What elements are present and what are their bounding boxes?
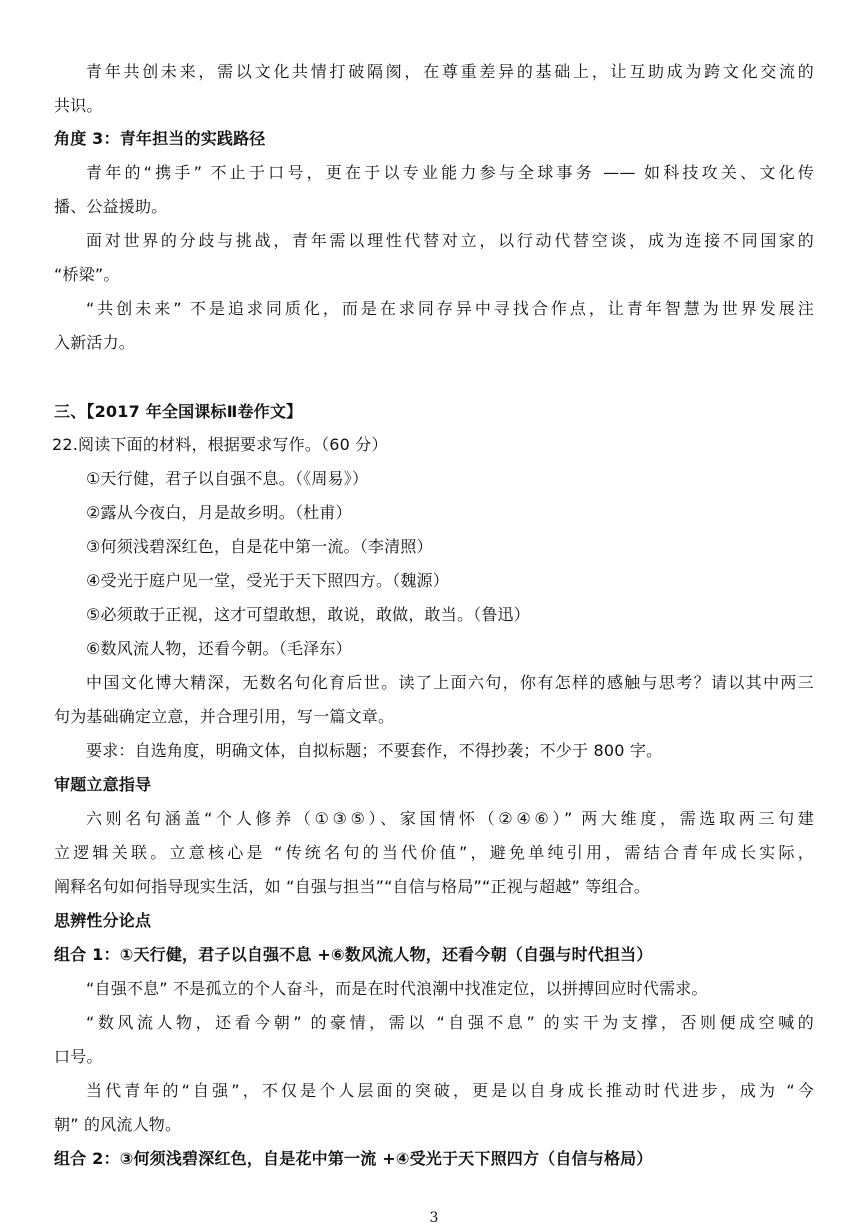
requirement-line: 要求：自选角度，明确文体，自拟标题；不要套作，不得抄袭；不少于 800 字。 [86, 741, 663, 760]
combination-heading: 组合 2：③何须浅碧深红色，自是花中第一流 +④受光于天下照四方（自信与格局） [54, 1149, 653, 1168]
paragraph-line: 面对世界的分歧与挑战，青年需以理性代替对立，以行动代替空谈，成为连接不同国家的 [86, 231, 814, 250]
paragraph-line: 青年的“携手” 不止于口号，更在于以专业能力参与全球事务 —— 如科技攻关、文化传 [86, 163, 814, 182]
quote-item: ②露从今夜白，月是故乡明。（杜甫） [86, 503, 352, 522]
paragraph-line: 共识。 [54, 96, 103, 115]
quote-item: ⑤必须敢于正视，这才可望敢想，敢说，敢做，敢当。（鲁迅） [86, 605, 530, 624]
quote-item: ⑥数风流人物，还看今朝。（毛泽东） [86, 639, 352, 658]
paragraph-line: 阐释名句如何指导现实生活，如 “自强与担当”“自信与格局”“正视与超越” 等组合。 [54, 877, 651, 896]
paragraph-line: “共创未来” 不是追求同质化，而是在求同存异中寻找合作点，让青年智慧为世界发展注 [86, 299, 814, 318]
combination-heading: 组合 1：①天行健，君子以自强不息 +⑥数风流人物，还看今朝（自强与时代担当） [54, 945, 653, 964]
paragraph-line: 口号。 [54, 1047, 103, 1066]
paragraph-line: 入新活力。 [54, 333, 136, 352]
paragraph-line: “桥梁”。 [54, 265, 120, 284]
section-heading: 思辨性分论点 [54, 911, 152, 930]
quote-item: ④受光于庭户见一堂，受光于天下照四方。（魏源） [86, 571, 449, 590]
page-number: 3 [429, 1210, 439, 1226]
paragraph-line: 朝” 的风流人物。 [54, 1115, 182, 1134]
paragraph-line: 中国文化博大精深，无数名句化育后世。读了上面六句，你有怎样的感触与思考？请以其中两三 [86, 673, 814, 692]
paragraph-line: 立逻辑关联。立意核心是 “传统名句的当代价值”，避免单纯引用，需结合青年成长实际， [54, 843, 814, 862]
section-heading: 审题立意指导 [54, 775, 152, 794]
paragraph-line: 播、公益援助。 [54, 197, 168, 216]
paragraph-line: “自强不息” 不是孤立的个人奋斗，而是在时代浪潮中找准定位，以拼搏回应时代需求。 [86, 979, 708, 998]
paragraph-line: 当代青年的“自强”，不仅是个人层面的突破，更是以自身成长推动时代进步，成为 “今 [86, 1081, 814, 1100]
paragraph-line: 六则名句涵盖“个人修养（①③⑤）、家国情怀（②④⑥）” 两大维度，需选取两三句建 [86, 809, 814, 828]
section-heading: 角度 3：青年担当的实践路径 [54, 129, 266, 148]
quote-item: ①天行健，君子以自强不息。（《周易》） [86, 469, 369, 488]
paragraph-line: “数风流人物，还看今朝” 的豪情，需以 “自强不息” 的实干为支撑，否则便成空喊的 [86, 1013, 814, 1032]
section-title: 三、【2017 年全国课标Ⅱ卷作文】 [54, 402, 303, 421]
quote-item: ③何须浅碧深红色，自是花中第一流。（李清照） [86, 537, 433, 556]
paragraph-line: 句为基础确定立意，并合理引用，写一篇文章。 [54, 707, 395, 726]
paragraph-line: 青年共创未来，需以文化共情打破隔阂，在尊重差异的基础上，让互助成为跨文化交流的 [86, 62, 814, 81]
question-line: 22.阅读下面的材料，根据要求写作。（60 分） [52, 435, 388, 454]
